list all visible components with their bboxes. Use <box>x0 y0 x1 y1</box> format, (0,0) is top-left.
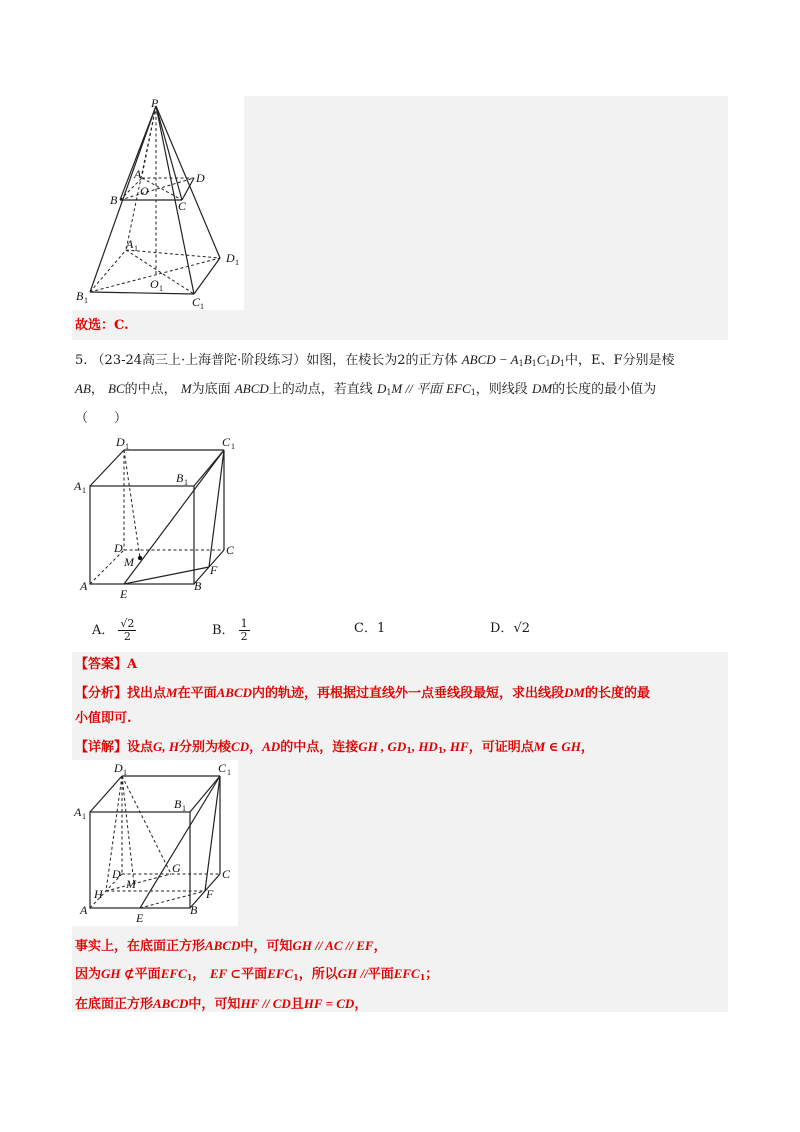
label-B: B <box>194 579 202 593</box>
label-A: A <box>80 579 88 593</box>
label-D: D <box>112 867 121 881</box>
label-D1: D <box>116 435 125 449</box>
svg-text:1: 1 <box>235 258 239 267</box>
svg-text:1: 1 <box>200 302 204 310</box>
svg-text:1: 1 <box>231 442 235 451</box>
label-P: P <box>151 96 159 110</box>
label-M: M <box>124 555 134 569</box>
svg-text:1: 1 <box>184 478 188 487</box>
fact-line: 事实上，在底面正方形ABCD中，可知GH // AC // EF， <box>75 938 387 954</box>
label-A: A <box>80 903 88 917</box>
label-C: C <box>222 867 231 881</box>
option-A[interactable]: A． $\frac{√2}{2}$ <box>92 617 135 643</box>
svg-text:1: 1 <box>159 284 163 293</box>
svg-text:1: 1 <box>82 486 86 495</box>
label-O: O <box>140 184 149 198</box>
label-C: C <box>226 543 235 557</box>
label-C1: C <box>192 295 201 309</box>
because-line: 因为GH ⊄平面$EFC_1$， EF ⊂平面$EFC_1$，所以GH //平面$EFC_1$； <box>75 966 439 982</box>
label-O1: O <box>150 277 159 291</box>
svg-text:1: 1 <box>134 244 138 253</box>
label-H: H <box>94 887 103 901</box>
label-A1: A <box>126 237 134 251</box>
analysis-line-1: 【分析】找出点M在平面ABCD内的轨迹，再根据过直线外一点垂线段最短，求出线段DM的长度的最 <box>75 685 650 701</box>
label-A: A <box>134 167 142 181</box>
label-B1: B <box>174 797 182 811</box>
label-D: D <box>196 171 205 185</box>
figure-pyramid <box>72 96 244 310</box>
label-B1: B <box>76 289 84 303</box>
figure-cube <box>72 432 247 604</box>
option-B[interactable]: B． $\frac{1}{2}$ <box>212 617 248 643</box>
label-B: B <box>110 193 118 207</box>
label-B: B <box>190 903 198 917</box>
svg-text:1: 1 <box>82 812 86 821</box>
svg-text:1: 1 <box>123 768 127 777</box>
question-line-2: AB， BC的中点， M为底面 ABCD上的动点，若直线 $D_1M$ // 平面 $EFC_1$，则线段 DM的长度的最小值为 <box>75 381 657 397</box>
label-E: E <box>136 911 144 925</box>
answer-line: 【答案】A <box>75 657 138 672</box>
label-F: F <box>210 563 218 577</box>
label-A1: A <box>74 479 82 493</box>
label-C1: C <box>218 761 227 775</box>
svg-text:1: 1 <box>125 442 129 451</box>
svg-text:1: 1 <box>182 804 186 813</box>
base-line: 在底面正方形ABCD中，可知HF // CD且HF = CD， <box>75 996 368 1012</box>
option-C[interactable]: C．1 <box>354 621 386 636</box>
label-B1: B <box>176 471 184 485</box>
detail-line: 【详解】设点G, H分别为棱CD，AD的中点，连接GH , $GD_1$, $HD_1$, HF，可证明点M ∈ GH， <box>75 739 594 755</box>
label-C: C <box>178 199 187 213</box>
label-A1: A <box>74 805 82 819</box>
previous-answer: 故选：C. <box>75 318 129 333</box>
question-paren: （ ） <box>75 411 128 426</box>
question-line-1: 5. （23-24高三上·上海普陀·阶段练习）如图，在棱长为2的正方体 ABCD − $A_1B_1C_1D_1$中，E、F分别是棱 <box>75 352 675 368</box>
figure-cube-solution <box>72 760 238 926</box>
analysis-line-2: 小值即可. <box>75 711 132 726</box>
label-G: G <box>172 861 181 875</box>
label-F: F <box>206 887 214 901</box>
option-D[interactable]: D．√2 <box>490 621 530 636</box>
svg-text:1: 1 <box>84 296 88 305</box>
label-D1: D <box>226 251 235 265</box>
svg-text:1: 1 <box>227 768 231 777</box>
label-D: D <box>114 541 123 555</box>
label-E: E <box>120 587 128 601</box>
label-M: M <box>126 877 136 891</box>
label-C1: C <box>222 435 231 449</box>
label-D1: D <box>114 761 123 775</box>
